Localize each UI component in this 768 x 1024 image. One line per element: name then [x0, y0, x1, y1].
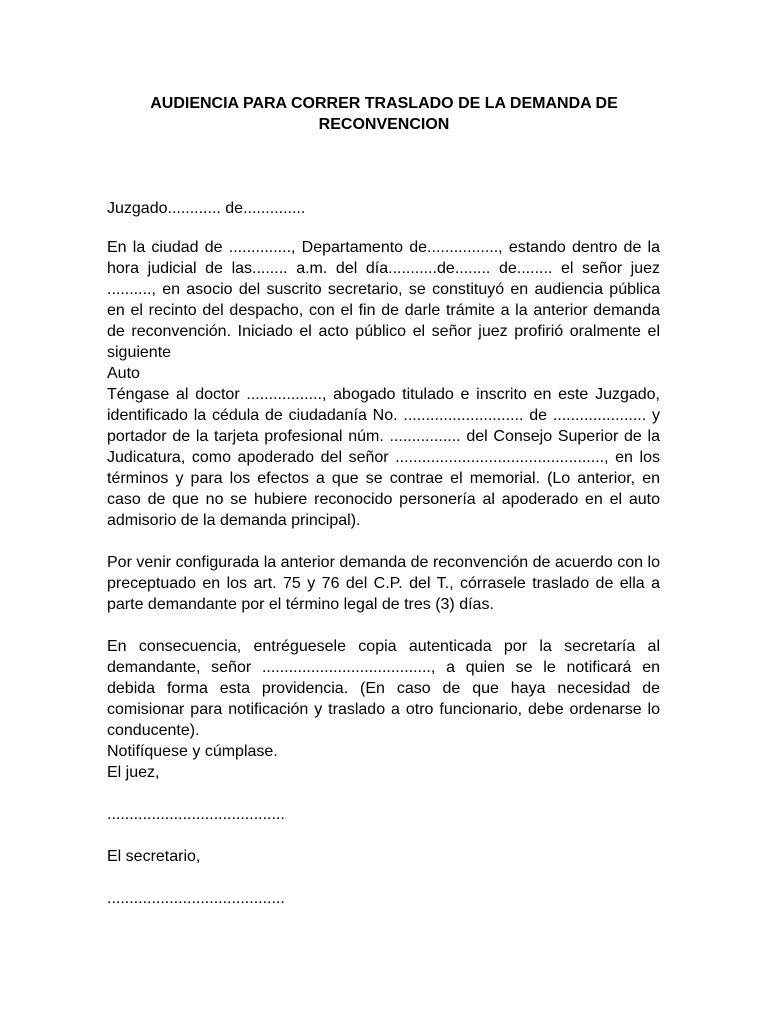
- paragraph-intro: En la ciudad de .............., Departamento de................, estando dentro de la hora judicial de las........ a.m. del día...........de........ de........ el señor juez .........., en asocio del suscrito secretario, se constituyó en audiencia pública en el recinto del despacho, con el fin de darle trámite a la anterior demanda de reconvención. Iniciado el acto público el señor juez profirió oralmente el siguiente: [107, 239, 660, 361]
- paragraph-recognition: Téngase al doctor ................., abogado titulado e inscrito en este Juzgado, identificado la cédula de ciudadanía No. ........................... de ..................... y portador de la tarjeta profesional núm. ................ del Consejo Superior de la Judicatura, como apoderado del señor ..............................................., en los términos y para los efectos a que se contrae el memorial. (Lo anterior, en caso de que no se hubiere reconocido personería al apoderado en el auto admisorio de la demanda principal).: [107, 386, 660, 529]
- secretary-signature-line: ........................................: [107, 890, 285, 907]
- title-line-2: RECONVENCION: [318, 116, 450, 133]
- notify-line: Notifíquese y cúmplase.: [107, 743, 278, 760]
- document-title: [90, 93, 678, 135]
- paragraph-consequence: En consecuencia, entréguesele copia autenticada por la secretaría al demandante, señor ......................................, a quien se le notificará en debida forma esta providencia. (En caso de que haya necesidad de comisionar para notificación y traslado a otro funcionario, debe ordenarse lo conducente).: [107, 638, 660, 739]
- paragraph-transfer: Por venir configurada la anterior demanda de reconvención de acuerdo con lo preceptuado en los art. 75 y 76 del C.P. del T., córrasele traslado de ella a parte demandante por el término legal de tres (3) días.: [107, 554, 660, 613]
- title-line-1: AUDIENCIA PARA CORRER TRASLADO DE LA DEMANDA DE: [150, 95, 618, 112]
- court-line: Juzgado............ de..............: [107, 200, 306, 217]
- secretary-label: El secretario,: [107, 848, 201, 865]
- judge-label: El juez,: [107, 764, 160, 781]
- judge-signature-line: ........................................: [107, 806, 285, 823]
- auto-label: Auto: [107, 365, 140, 382]
